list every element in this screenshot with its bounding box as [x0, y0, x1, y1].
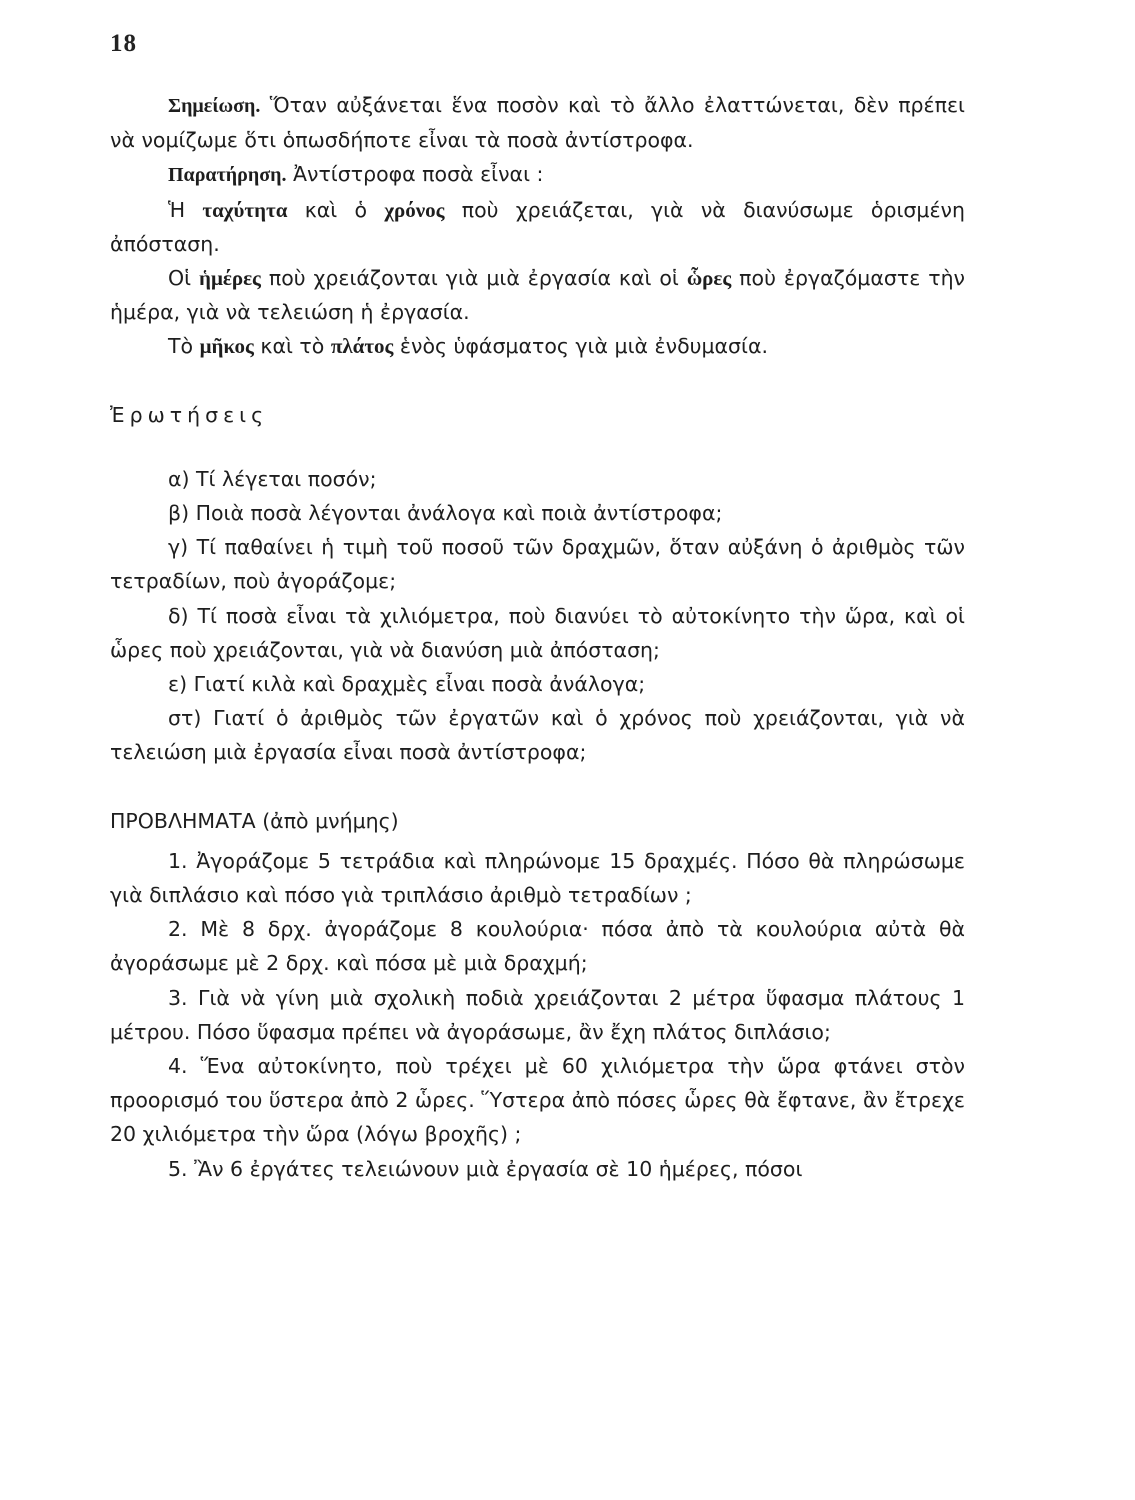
- example-text: καὶ τὸ: [253, 334, 331, 359]
- note-text: Ὅταν αὐξάνεται ἕνα ποσὸν καὶ τὸ ἄλλο ἐλαττώνεται, δὲν πρέπει νὰ νομίζωμε ὅτι ὁπωσδήποτε εἶναι τὰ ποσὰ ἀντίστροφα.: [110, 93, 965, 153]
- example-term: ταχύτητα: [202, 197, 288, 222]
- question-item: β) Ποιὰ ποσὰ λέγονται ἀνάλογα καὶ ποιὰ ἀντίστροφα;: [168, 501, 723, 526]
- question-item: ε) Γιατί κιλὰ καὶ δραχμὲς εἶναι ποσὰ ἀνάλογα;: [168, 672, 646, 697]
- example-term: μῆκος: [199, 334, 254, 359]
- note-label: Σημείωση.: [168, 95, 261, 117]
- example-term: πλάτος: [330, 334, 394, 359]
- example-text: ποὺ χρειάζονται γιὰ μιὰ ἐργασία καὶ οἱ: [260, 266, 687, 291]
- note-paragraph: [110, 88, 965, 157]
- problems-heading: ΠΡΟΒΛΗΜΑΤΑ (ἀπὸ μνήμης): [110, 808, 399, 833]
- example-text: Οἱ: [168, 266, 200, 291]
- observation-label: Παρατήρηση.: [168, 164, 287, 187]
- question-item: δ) Τί ποσὰ εἶναι τὰ χιλιόμετρα, ποὺ διανύει τὸ αὐτοκίνητο τὴν ὥρα, καὶ οἱ ὧρες ποὺ χρειάζονται, γιὰ νὰ διανύση μιὰ ἀπόσταση;: [110, 603, 965, 662]
- observation-paragraph: [110, 157, 965, 192]
- problem-item: 5. Ἂν 6 ἐργάτες τελειώνουν μιὰ ἐργασία σὲ 10 ἡμέρες, πόσοι: [168, 1156, 803, 1181]
- example-text: ἑνὸς ὑφάσματος γιὰ μιὰ ἐνδυμασία.: [393, 334, 768, 359]
- problem-item: 3. Γιὰ νὰ γίνη μιὰ σχολικὴ ποδιὰ χρειάζονται 2 μέτρα ὕφασμα πλάτους 1 μέτρου. Πόσο ὕφασμα πρέπει νὰ ἀγοράσωμε, ἂν ἔχη πλάτος διπλάσιο;: [110, 985, 965, 1044]
- example-length-width: [110, 329, 965, 363]
- question-item: γ) Τί παθαίνει ἡ τιμὴ τοῦ ποσοῦ τῶν δραχμῶν, ὅταν αὐξάνη ὁ ἀριθμὸς τῶν τετραδίων, ποὺ ἀγοράζομε;: [110, 535, 965, 594]
- page-body: [110, 88, 965, 1186]
- problem-item: 1. Ἀγοράζομε 5 τετράδια καὶ πληρώνομε 15 δραχμές. Πόσο θὰ πληρώσωμε γιὰ διπλάσιο καὶ πόσο γιὰ τριπλάσιο ἀριθμὸ τετραδίων ;: [110, 848, 965, 908]
- example-text: Ἡ: [168, 197, 203, 222]
- example-term: ὧρες: [686, 266, 732, 291]
- example-text: Τὸ: [168, 334, 200, 359]
- questions-heading: Ἐρωτήσεις: [110, 402, 269, 427]
- observation-text: Ἀντίστροφα ποσὰ εἶναι :: [286, 162, 544, 187]
- example-speed-time: [110, 193, 965, 261]
- example-text: ποὺ ἐργαζόμαστε τὴν ἡμέρα, γιὰ νὰ τελειώση ἡ ἐργασία.: [110, 266, 966, 325]
- page-number: 18: [110, 30, 137, 57]
- example-term: χρόνος: [384, 197, 445, 222]
- problem-item: 2. Μὲ 8 δρχ. ἀγοράζομε 8 κουλούρια· πόσα ἀπὸ τὰ κουλούρια αὐτὰ θὰ ἀγοράσωμε μὲ 2 δρχ. καὶ πόσα μὲ μιὰ δραχμή;: [110, 917, 965, 976]
- example-days-hours: [110, 261, 965, 329]
- example-term: ἡμέρες: [199, 266, 261, 291]
- example-text: καὶ ὁ: [287, 197, 385, 222]
- question-item: α) Τί λέγεται ποσόν;: [168, 466, 377, 491]
- problem-item: 4. Ἕνα αὐτοκίνητο, ποὺ τρέχει μὲ 60 χιλιόμετρα τὴν ὥρα φτάνει στὸν προορισμό του ὕστερα ἀπὸ 2 ὧρες. Ὕστερα ἀπὸ πόσες ὧρες θὰ ἔφτανε, ἂν ἔτρεχε 20 χιλιόμετρα τὴν ὥρα (λόγω βροχῆς) ;: [110, 1054, 965, 1147]
- example-text: ποὺ χρειάζεται, γιὰ νὰ διανύσωμε ὁρισμένη ἀπόσταση.: [110, 197, 965, 256]
- question-item: στ) Γιατί ὁ ἀριθμὸς τῶν ἐργατῶν καὶ ὁ χρόνος ποὺ χρειάζονται, γιὰ νὰ τελειώση μιὰ ἐργασία εἶναι ποσὰ ἀντίστροφα;: [110, 706, 965, 765]
